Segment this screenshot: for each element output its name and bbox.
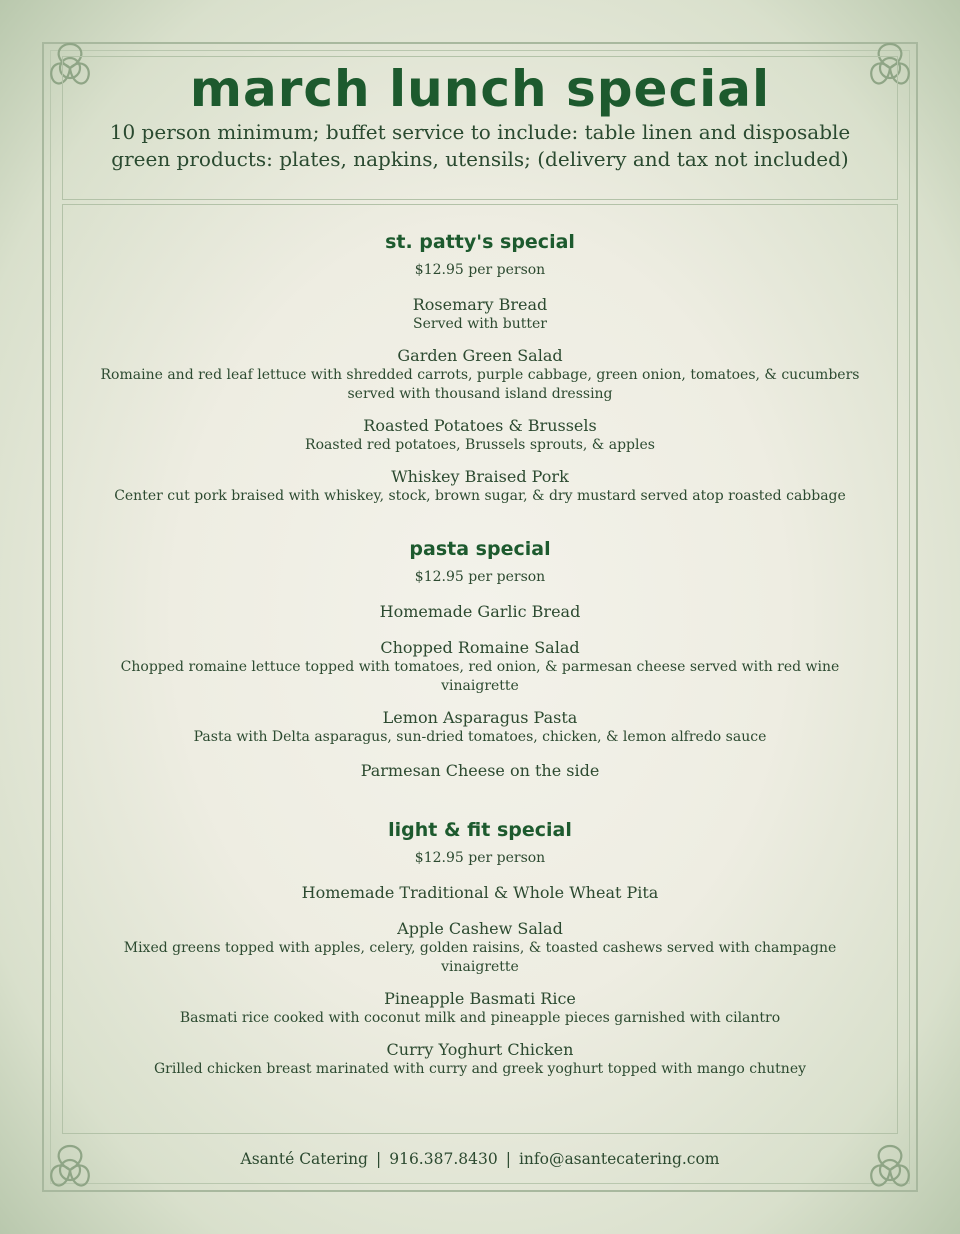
section-price: $12.95 per person bbox=[414, 262, 546, 278]
item-name: Whiskey Braised Pork bbox=[391, 467, 569, 486]
section-price: $12.95 per person bbox=[414, 569, 546, 585]
item-name: Rosemary Bread bbox=[412, 295, 548, 314]
menu-item bbox=[63, 919, 897, 977]
company-name: Asanté Catering bbox=[240, 1150, 368, 1168]
menu-item bbox=[63, 346, 897, 404]
menu-item bbox=[63, 602, 897, 622]
item-desc: Grilled chicken breast marinated with curry and greek yoghurt topped with mango chutney bbox=[153, 1061, 807, 1077]
menu-item bbox=[63, 638, 897, 696]
item-desc: Pasta with Delta asparagus, sun-dried tomatoes, chicken, & lemon alfredo sauce bbox=[193, 729, 767, 745]
intro-text: 10 person minimum; buffet service to include: table linen and disposable green products: plates, napkins, utensils; (delivery and tax not included) bbox=[109, 120, 851, 171]
item-name: Homemade Garlic Bread bbox=[379, 602, 581, 621]
email-link[interactable]: info@asantecatering.com bbox=[518, 1150, 720, 1168]
menu-item bbox=[63, 989, 897, 1028]
section-pasta bbox=[63, 536, 897, 781]
item-name: Parmesan Cheese on the side bbox=[360, 761, 600, 780]
section-title: light & fit special bbox=[388, 819, 572, 841]
item-desc: Chopped romaine lettuce topped with tomatoes, red onion, & parmesan cheese served with red wine vinaigrette bbox=[120, 659, 840, 694]
menu-content bbox=[62, 204, 898, 1134]
menu-item bbox=[63, 295, 897, 334]
item-name: Chopped Romaine Salad bbox=[380, 638, 580, 657]
item-name: Lemon Asparagus Pasta bbox=[382, 708, 578, 727]
menu-item bbox=[63, 761, 897, 781]
item-desc: Center cut pork braised with whiskey, stock, brown sugar, & dry mustard served atop roasted cabbage bbox=[114, 488, 846, 504]
item-desc: Romaine and red leaf lettuce with shredded carrots, purple cabbage, green onion, tomatoes, & cucumbers served with thousand island dressing bbox=[100, 367, 860, 402]
item-name: Homemade Traditional & Whole Wheat Pita bbox=[301, 883, 659, 902]
section-title: st. patty's special bbox=[385, 231, 575, 253]
section-light-fit bbox=[63, 817, 897, 1079]
item-desc: Served with butter bbox=[413, 316, 547, 332]
item-desc: Mixed greens topped with apples, celery, golden raisins, & toasted cashews served with champagne vinaigrette bbox=[123, 940, 837, 975]
menu-item bbox=[63, 1040, 897, 1079]
section-title: pasta special bbox=[409, 538, 551, 560]
menu-item bbox=[63, 883, 897, 903]
page-title: march lunch special bbox=[189, 60, 771, 118]
phone-number[interactable]: 916.387.8430 bbox=[389, 1150, 498, 1168]
section-st-pattys bbox=[63, 229, 897, 506]
item-name: Curry Yoghurt Chicken bbox=[386, 1040, 574, 1059]
separator: | bbox=[505, 1150, 511, 1168]
item-name: Roasted Potatoes & Brussels bbox=[363, 416, 597, 435]
item-name: Garden Green Salad bbox=[397, 346, 563, 365]
item-name: Apple Cashew Salad bbox=[397, 919, 563, 938]
item-desc: Roasted red potatoes, Brussels sprouts, & apples bbox=[305, 437, 655, 453]
menu-item bbox=[63, 467, 897, 506]
footer bbox=[62, 1136, 898, 1182]
menu-item bbox=[63, 416, 897, 455]
menu-item bbox=[63, 708, 897, 747]
item-name: Pineapple Basmati Rice bbox=[384, 989, 576, 1008]
separator: | bbox=[375, 1150, 382, 1168]
header-box bbox=[62, 56, 898, 200]
section-price: $12.95 per person bbox=[414, 850, 546, 866]
item-desc: Basmati rice cooked with coconut milk and pineapple pieces garnished with cilantro bbox=[179, 1010, 781, 1026]
